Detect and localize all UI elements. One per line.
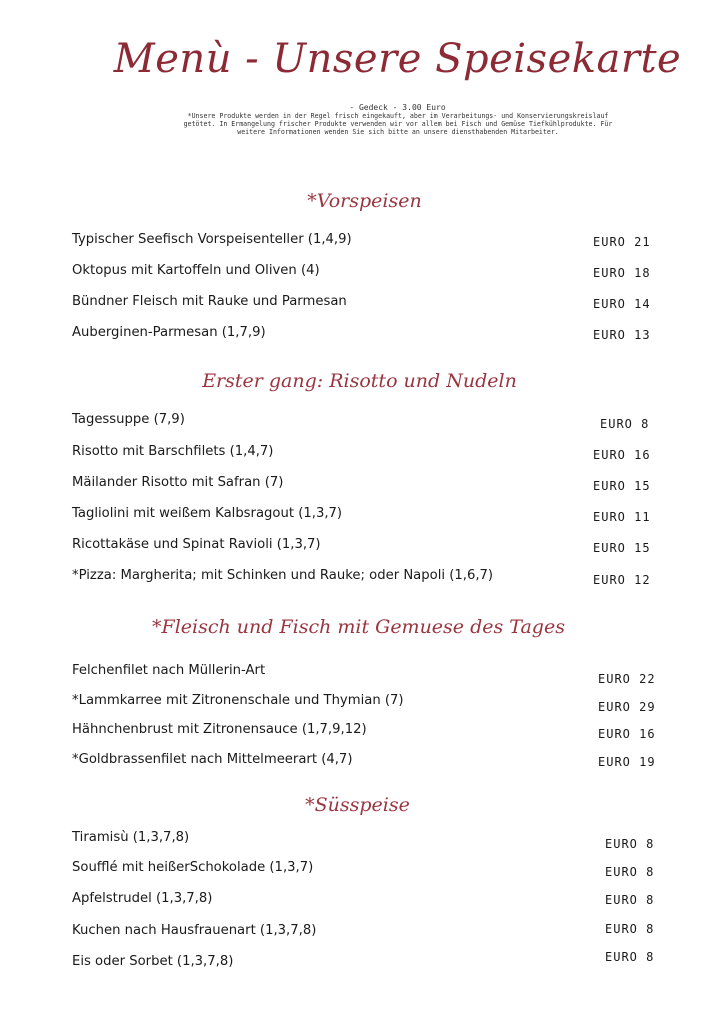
menu-item-price: EURO 8	[605, 837, 655, 851]
menu-item: Ricottakäse und Spinat Ravioli (1,3,7)	[72, 537, 321, 552]
menu-item: Tagessuppe (7,9)	[72, 412, 185, 427]
menu-item-price: EURO 18	[593, 266, 651, 280]
menu-item-price: EURO 13	[593, 328, 651, 342]
menu-item-price: EURO 15	[593, 541, 651, 555]
menu-item: Bündner Fleisch mit Rauke und Parmesan	[72, 294, 347, 309]
menu-item: Kuchen nach Hausfrauenart (1,3,7,8)	[72, 923, 317, 938]
menu-item-price: EURO 8	[600, 417, 650, 431]
menu-item: Typischer Seefisch Vorspeisenteller (1,4,9)	[72, 232, 352, 247]
menu-item: Oktopus mit Kartoffeln und Oliven (4)	[72, 263, 320, 278]
menu-item-price: EURO 16	[598, 727, 656, 741]
menu-item-price: EURO 15	[593, 479, 651, 493]
section-title-vorspeisen: *Vorspeisen	[307, 190, 422, 212]
menu-item: *Lammkarree mit Zitronenschale und Thymian (7)	[72, 693, 404, 708]
menu-item-price: EURO 29	[598, 700, 656, 714]
section-title-suessspeise: *Süsspeise	[305, 794, 410, 816]
menu-item-price: EURO 22	[598, 672, 656, 686]
menu-item-price: EURO 21	[593, 235, 651, 249]
menu-item-price: EURO 8	[605, 893, 655, 907]
menu-item: Mäilander Risotto mit Safran (7)	[72, 475, 284, 490]
menu-item: Auberginen-Parmesan (1,7,9)	[72, 325, 266, 340]
section-title-fleisch-fisch: *Fleisch und Fisch mit Gemuese des Tages	[152, 616, 565, 638]
menu-item-price: EURO 8	[605, 950, 655, 964]
menu-item-price: EURO 8	[605, 922, 655, 936]
menu-item: Apfelstrudel (1,3,7,8)	[72, 891, 213, 906]
menu-item: Soufflé mit heißerSchokolade (1,3,7)	[72, 860, 314, 875]
menu-item-price: EURO 16	[593, 448, 651, 462]
menu-item: Risotto mit Barschfilets (1,4,7)	[72, 444, 274, 459]
product-note: *Unsere Produkte werden in der Regel frisch eingekauft, aber im Verarbeitungs- und Konservierungskreislauf getötet. In Ermangelung frischer Produkte verwenden wir vor allem bei Fisch und Gemüse Tiefkühlprodukte. Für weitere Informationen wenden Sie sich bitte an unsere diensthabenden Mitarbeiter.	[183, 112, 613, 136]
menu-item: *Goldbrassenfilet nach Mittelmeerart (4,7)	[72, 752, 353, 767]
gedeck-price: - Gedeck - 3.00 Euro	[349, 103, 446, 112]
menu-item: Felchenfilet nach Müllerin-Art	[72, 663, 266, 678]
menu-item-price: EURO 8	[605, 865, 655, 879]
section-title-erster-gang: Erster gang: Risotto und Nudeln	[202, 370, 517, 392]
menu-item-price: EURO 19	[598, 755, 656, 769]
menu-item: *Pizza: Margherita; mit Schinken und Rauke; oder Napoli (1,6,7)	[72, 568, 494, 583]
menu-item: Eis oder Sorbet (1,3,7,8)	[72, 954, 234, 969]
menu-item: Tiramisù (1,3,7,8)	[72, 830, 190, 845]
menu-item-price: EURO 14	[593, 297, 651, 311]
menu-item: Tagliolini mit weißem Kalbsragout (1,3,7)	[72, 506, 343, 521]
page-title: Menù - Unsere Speisekarte	[113, 36, 682, 82]
menu-item-price: EURO 11	[593, 510, 651, 524]
menu-item: Hähnchenbrust mit Zitronensauce (1,7,9,12)	[72, 722, 367, 737]
menu-item-price: EURO 12	[593, 573, 651, 587]
